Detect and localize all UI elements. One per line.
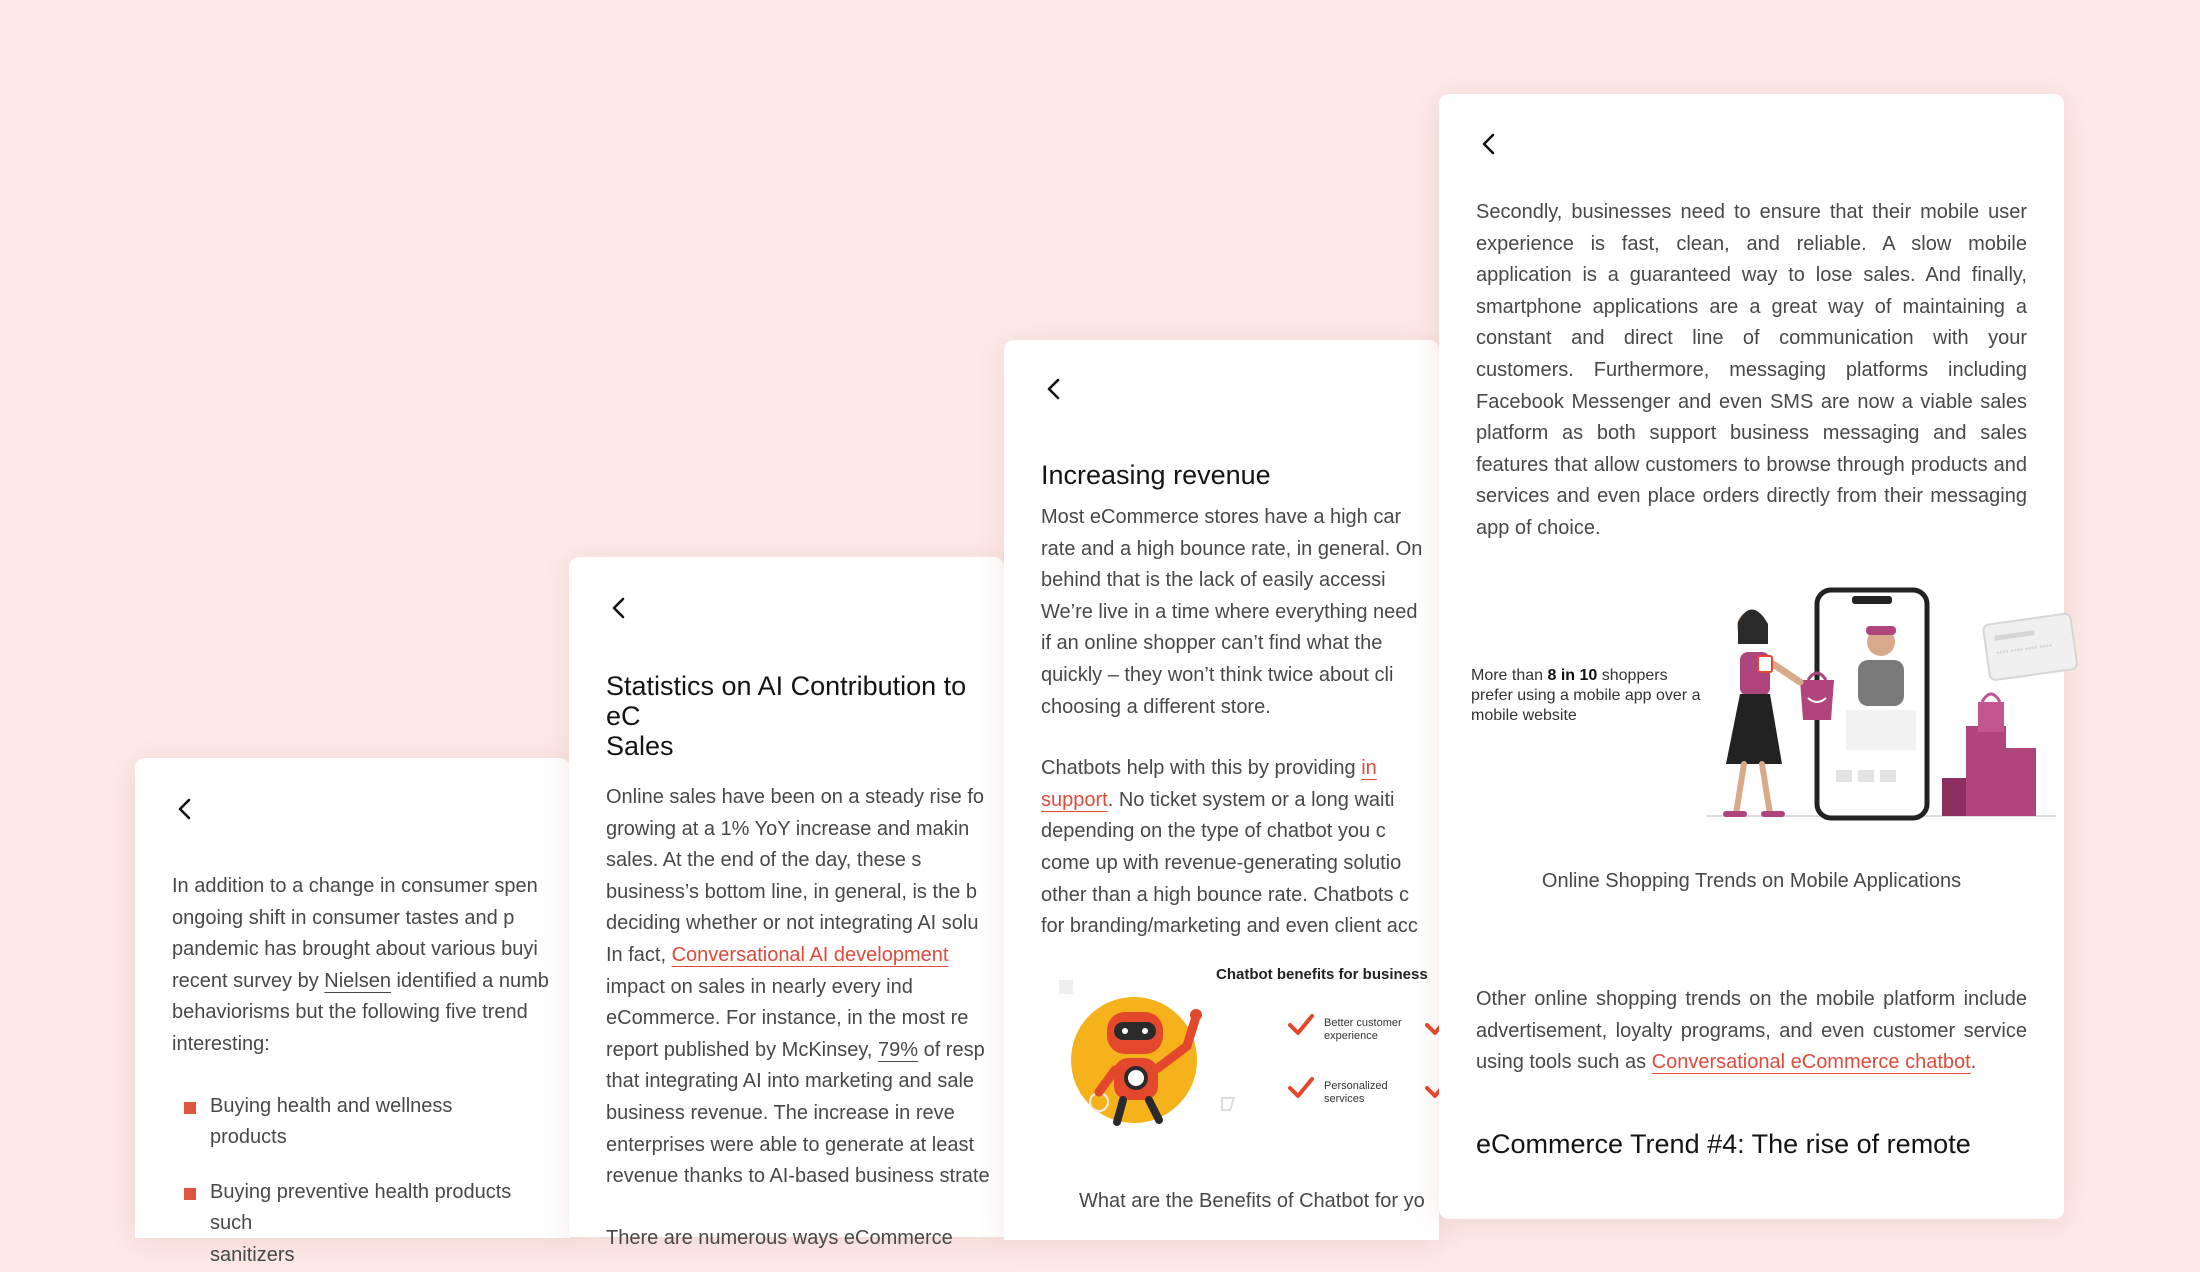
mckinsey-79-link[interactable]: 79% — [877, 1038, 919, 1061]
checkmark-icon — [1287, 1011, 1315, 1039]
statistics-paragraph: Online sales have been on a steady rise fo growing at a 1% YoY increase and makin sales. At the end of the day, these s business’s bottom line, in general, is the b deciding whether or not integrating AI solu In fact, Conversational AI development impact on sales in nearly every ind eCommerce. For instance, in the most re report published by McKinsey, 79% of resp that integrating AI into marketing and sale business revenue. The increase in reve enterprises were able to generate at least revenue thanks to AI-based business strate — [606, 786, 990, 1188]
mobile-paragraph: Secondly, businesses need to ensure that their mobile user experience is fast, clean, and reliable. A slow mobile application is a guaranteed way to lose sales. And finally, smartphone applications are a great way of maintaining a constant and direct line of communication with your customers. Furthermore, messaging platforms including Facebook Messenger and even SMS are now a viable sales platform as both support business messaging and sales features that allow customers to browse through products and services and even place orders directly from their messaging app of choice. — [1476, 201, 2027, 539]
section-heading: Increasing revenue — [1041, 460, 1271, 490]
back-button[interactable] — [1041, 376, 1067, 402]
mobile-shopping-illustration — [1696, 590, 2066, 830]
chevron-left-icon — [1041, 376, 1067, 402]
back-button[interactable] — [606, 595, 632, 621]
chatbot-paragraph: Chatbots help with this by providing in support. No ticket system or a long waiti depending on the type of chatbot you c come up with revenue-generating solutio other than a high bounce rate. Chatbots c for branding/marketing and even client acc — [1041, 757, 1418, 938]
article-card-1 — [135, 758, 570, 1266]
chevron-left-icon — [1476, 131, 1502, 157]
benefit-label: Personalized services — [1324, 1080, 1388, 1105]
checkmark-icon — [1287, 1074, 1315, 1102]
conversational-ai-link[interactable]: Conversational AI development — [671, 943, 949, 966]
mobile-shopping-figure — [1471, 590, 2061, 830]
benefit-label: Better customer experience — [1324, 1017, 1402, 1042]
chatbot-benefits-figure — [1059, 960, 1439, 1130]
conversational-ecommerce-chatbot-link[interactable]: Conversational eCommerce chatbot — [1651, 1051, 1971, 1074]
chevron-left-icon — [606, 595, 632, 621]
section-heading: Statistics on AI Contribution to eC Sales — [606, 671, 967, 761]
intro-paragraph: In addition to a change in consumer spen ongoing shift in consumer tastes and p pandemic has brought about various buyi recent survey by Nielsen identified a numb behaviorisms but the following five trend interesting: — [172, 875, 549, 1055]
shopper-statistic: More than 8 in 10 shoppers prefer using a mobile app over a mobile website — [1471, 667, 1701, 724]
figure-caption: What are the Benefits of Chatbot for yo — [1079, 1190, 1425, 1212]
figure-caption: Online Shopping Trends on Mobile Applications — [1541, 870, 1962, 892]
trends-paragraph: Other online shopping trends on the mobile platform include advertisement, loyalty programs, and even customer service using tools such as Conversational eCommerce chatbot. — [1476, 988, 2027, 1074]
article-card-3 — [1004, 340, 1439, 1240]
back-button[interactable] — [172, 796, 198, 822]
revenue-paragraph: Most eCommerce stores have a high car rate and a high bounce rate, in general. On behind that is the lack of easily accessi We’re live in a time where everything need if an online shopper can’t find what the quickly – they won’t think twice about cli choosing a different store. — [1041, 506, 1423, 718]
section-heading: eCommerce Trend #4: The rise of remote — [1476, 1128, 1971, 1159]
back-button[interactable] — [1476, 131, 1502, 157]
nielsen-link[interactable]: Nielsen — [324, 969, 391, 992]
article-card-4 — [1439, 94, 2064, 1219]
card-number-placeholder: **** **** **** **** — [1995, 642, 2053, 659]
robot-illustration — [1059, 960, 1259, 1130]
chevron-left-icon — [172, 796, 198, 822]
instant-support-link[interactable]: in — [1361, 757, 1377, 780]
list-item: Buying health and wellness products — [172, 1091, 533, 1154]
article-card-2 — [569, 557, 1004, 1249]
list-item: Buying preventive health products such sanitizers — [172, 1177, 533, 1272]
trend-list — [172, 1091, 533, 1272]
instant-support-link-cont[interactable]: support — [1041, 788, 1108, 811]
figure-title: Chatbot benefits for business — [1216, 966, 1428, 983]
paragraph: There are numerous ways eCommerce — [606, 1226, 953, 1249]
